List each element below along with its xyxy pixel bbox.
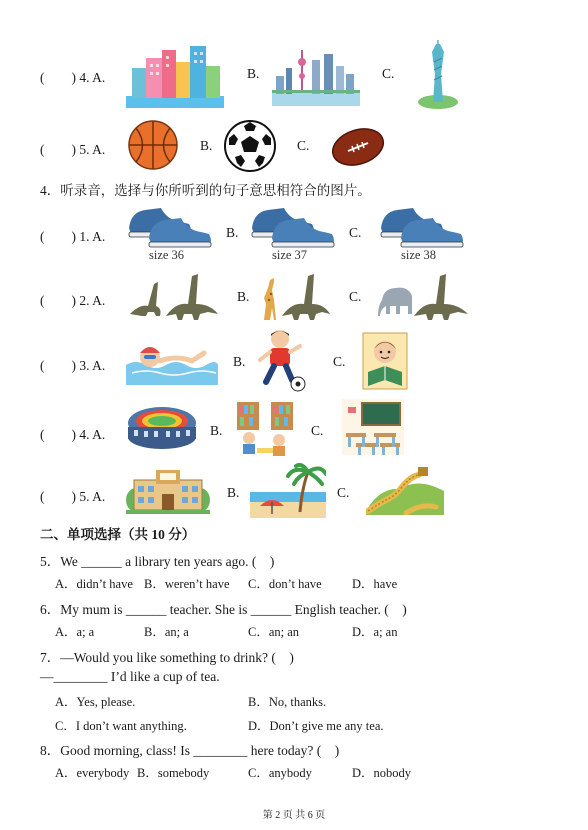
q7-line2: —________ I’d like a cup of tea.: [40, 669, 220, 684]
s4-q3-option-b: B.: [233, 354, 246, 369]
q5-stem: 5．We ______ a library ten years ago. ( ): [40, 554, 275, 569]
s4-q1-option-c: C.: [349, 225, 362, 240]
q5-option-c: C.: [297, 138, 310, 153]
s4-q3-option-c: C.: [333, 354, 346, 369]
sneakers-a-image[interactable]: [127, 202, 213, 248]
sneakers-b-image[interactable]: [250, 202, 336, 248]
classroom-c-image[interactable]: [342, 399, 404, 455]
q6-choice-d[interactable]: D．a; an: [352, 625, 398, 639]
city-buildings-a-image[interactable]: [126, 42, 224, 108]
q5-choice-a[interactable]: A．didn’t have: [55, 577, 133, 591]
dinosaurs-a-image[interactable]: [126, 270, 220, 322]
q4-label: ( ) 4. A.: [40, 70, 106, 85]
dinosaur-giraffe-b-image[interactable]: [260, 270, 332, 322]
q7-choice-c[interactable]: C．I don’t want anything.: [55, 719, 187, 733]
q7-choice-a[interactable]: A．Yes, please.: [55, 695, 136, 709]
city-skyline-b-image[interactable]: [272, 46, 360, 106]
s4-q3-label: ( ) 3. A.: [40, 358, 106, 373]
boy-reading-c-image[interactable]: [362, 332, 408, 390]
q8-choice-d[interactable]: D．nobody: [352, 766, 412, 780]
q6-stem: 6．My mum is ______ teacher. She is ______ English teacher. ( ): [40, 602, 407, 617]
elephant-dinosaur-c-image[interactable]: [378, 270, 470, 322]
boy-swimming-a-image[interactable]: [126, 335, 218, 385]
q6-choice-b[interactable]: B．an; a: [144, 625, 189, 639]
s4-q1-caption-c: size 38: [401, 248, 437, 262]
section4-instruction: 4．听录音，选择与你所听到的句子意思相符合的图片。: [40, 183, 371, 198]
q4-option-b: B.: [247, 66, 260, 81]
q8-stem: 8．Good morning, class! Is ________ here today? ( ): [40, 743, 340, 758]
q5-choice-b[interactable]: B．weren’t have: [144, 577, 230, 591]
q5-choice-d[interactable]: D．have: [352, 577, 398, 591]
soccer-ball-image[interactable]: [223, 119, 277, 173]
s4-q4-option-b: B.: [210, 423, 223, 438]
beach-b-image[interactable]: [250, 462, 326, 518]
s4-q5-label: ( ) 5. A.: [40, 489, 106, 504]
q8-choice-c[interactable]: C．anybody: [248, 766, 312, 780]
children-library-b-image[interactable]: [235, 398, 295, 458]
q7-stem: 7．—Would you like something to drink? ( ): [40, 650, 294, 665]
s4-q2-option-c: C.: [349, 289, 362, 304]
canton-tower-c-image[interactable]: [416, 40, 460, 110]
s4-q4-label: ( ) 4. A.: [40, 427, 106, 442]
page-footer: 第 2 页 共 6 页: [262, 810, 326, 821]
stadium-a-image[interactable]: [126, 401, 198, 453]
part2-heading: 二、单项选择（共 10 分）: [40, 527, 196, 542]
s4-q5-option-c: C.: [337, 485, 350, 500]
american-football-image[interactable]: [330, 125, 386, 169]
q5-label: ( ) 5. A.: [40, 142, 106, 157]
s4-q5-option-b: B.: [227, 485, 240, 500]
s4-q1-label: ( ) 1. A.: [40, 229, 106, 244]
q6-choice-c[interactable]: C．an; an: [248, 625, 300, 639]
boy-football-b-image[interactable]: [256, 328, 308, 392]
s4-q4-option-c: C.: [311, 423, 324, 438]
q8-choice-a[interactable]: A．everybody: [55, 766, 130, 780]
q7-choice-b[interactable]: B．No, thanks.: [248, 695, 327, 709]
s4-q1-option-b: B.: [226, 225, 239, 240]
q4-option-c: C.: [382, 66, 395, 81]
s4-q1-caption-b: size 37: [272, 248, 308, 262]
basketball-image[interactable]: [127, 119, 179, 171]
q7-choice-d[interactable]: D．Don’t give me any tea.: [248, 719, 384, 733]
q5-choice-c[interactable]: C．don’t have: [248, 577, 322, 591]
school-building-a-image[interactable]: [126, 464, 210, 514]
s4-q2-label: ( ) 2. A.: [40, 293, 106, 308]
q5-option-b: B.: [200, 138, 213, 153]
q8-choice-b[interactable]: B．somebody: [137, 766, 210, 780]
great-wall-c-image[interactable]: [366, 467, 444, 515]
sneakers-c-image[interactable]: [379, 202, 465, 248]
s4-q2-option-b: B.: [237, 289, 250, 304]
q6-choice-a[interactable]: A．a; a: [55, 625, 95, 639]
s4-q1-caption-a: size 36: [149, 248, 185, 262]
